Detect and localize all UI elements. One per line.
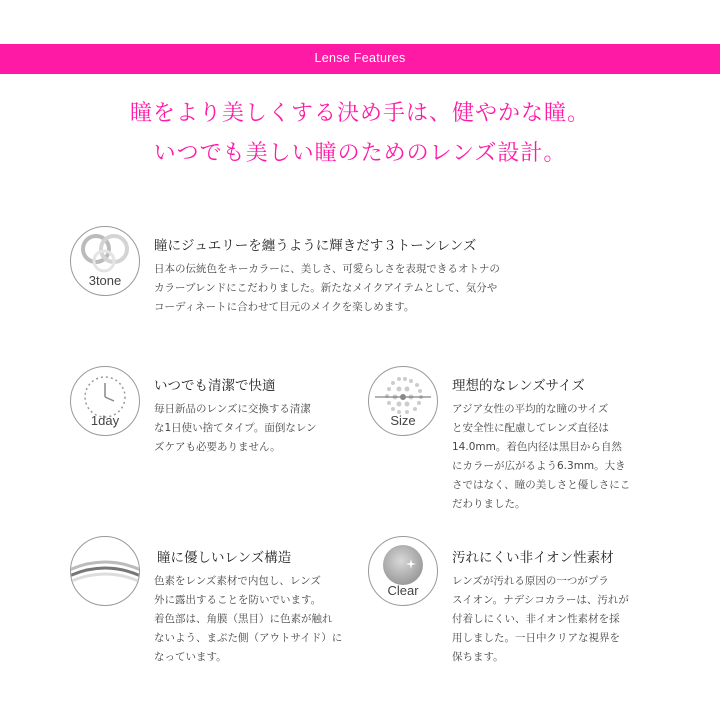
text-line: アジア女性の平均的な瞳のサイズ	[452, 403, 609, 415]
feature-text-size	[452, 400, 630, 514]
icon-label-size: Size	[390, 413, 416, 428]
text-line: と安全性に配慮してレンズ直径は	[452, 422, 609, 434]
feature-text-3tone	[154, 260, 500, 317]
icon-label-1day: 1day	[90, 413, 120, 428]
text-line: 保ちます。	[452, 651, 504, 663]
text-line: ないよう、まぶた側（アウトサイド）に	[154, 632, 343, 644]
headline-line-2: いつでも美しい瞳のためのレンズ設計。	[153, 141, 567, 166]
icon-label-clear: Clear	[387, 583, 419, 598]
feature-text-structure	[154, 572, 342, 667]
feature-title-clear: 汚れにくい非イオン性素材	[452, 550, 614, 566]
text-line: カラーブレンドにこだわりました。新たなメイクアイテムとして、気分や	[154, 282, 498, 294]
text-line: ズケアも必要ありません。	[154, 441, 281, 453]
text-line: だわりました。	[452, 498, 526, 510]
text-line: 毎日新品のレンズに交換する清潔	[154, 403, 311, 415]
lens-size-dots-icon	[368, 366, 438, 436]
section-banner-label: Lense Features	[314, 51, 406, 65]
text-line: スイオン。ナデシコカラーは、汚れが	[452, 594, 629, 606]
clock-icon	[70, 366, 140, 436]
text-line: レンズが汚れる原因の一つがプラ	[452, 575, 609, 587]
text-line: 14.0mm。着色内径は黒目から自然	[452, 441, 622, 453]
text-line: 色素をレンズ素材で内包し、レンズ	[154, 575, 321, 587]
text-line: な1日使い捨てタイプ。面倒なレン	[154, 422, 317, 434]
icon-label-3tone: 3tone	[88, 273, 122, 288]
text-line: 日本の伝統色をキーカラーに、美しさ、可愛らしさを表現できるオトナの	[154, 263, 500, 275]
lens-cross-section-icon	[70, 536, 140, 606]
text-line: さではなく、瞳の美しさと優しさにこ	[452, 479, 631, 491]
feature-title-3tone: 瞳にジュエリーを纏うように輝きだす３トーンレンズ	[154, 238, 477, 254]
section-banner	[0, 44, 720, 74]
feature-title-size: 理想的なレンズサイズ	[452, 378, 585, 394]
feature-text-1day	[154, 400, 317, 457]
text-line: コーディネートに合わせて目元のメイクを楽しめます。	[154, 301, 415, 313]
3tone-rings-icon	[70, 226, 140, 296]
headline-line-1: 瞳をより美しくする決め手は、健やかな瞳。	[129, 101, 590, 126]
text-line: なっています。	[154, 651, 227, 663]
clear-lens-sparkle-icon	[368, 536, 438, 606]
text-line: 付着しにくい、非イオン性素材を採	[452, 613, 620, 625]
feature-title-1day: いつでも清潔で快適	[154, 378, 276, 394]
text-line: 着色部は、角膜（黒目）に色素が触れ	[154, 613, 333, 625]
feature-title-structure: 瞳に優しいレンズ構造	[157, 550, 292, 566]
text-line: 外に露出することを防いでいます。	[154, 594, 322, 606]
feature-text-clear	[452, 572, 629, 667]
text-line: にカラーが広がるよう6.3mm。大き	[452, 460, 626, 472]
text-line: 用しました。一日中クリアな視界を	[452, 632, 620, 644]
